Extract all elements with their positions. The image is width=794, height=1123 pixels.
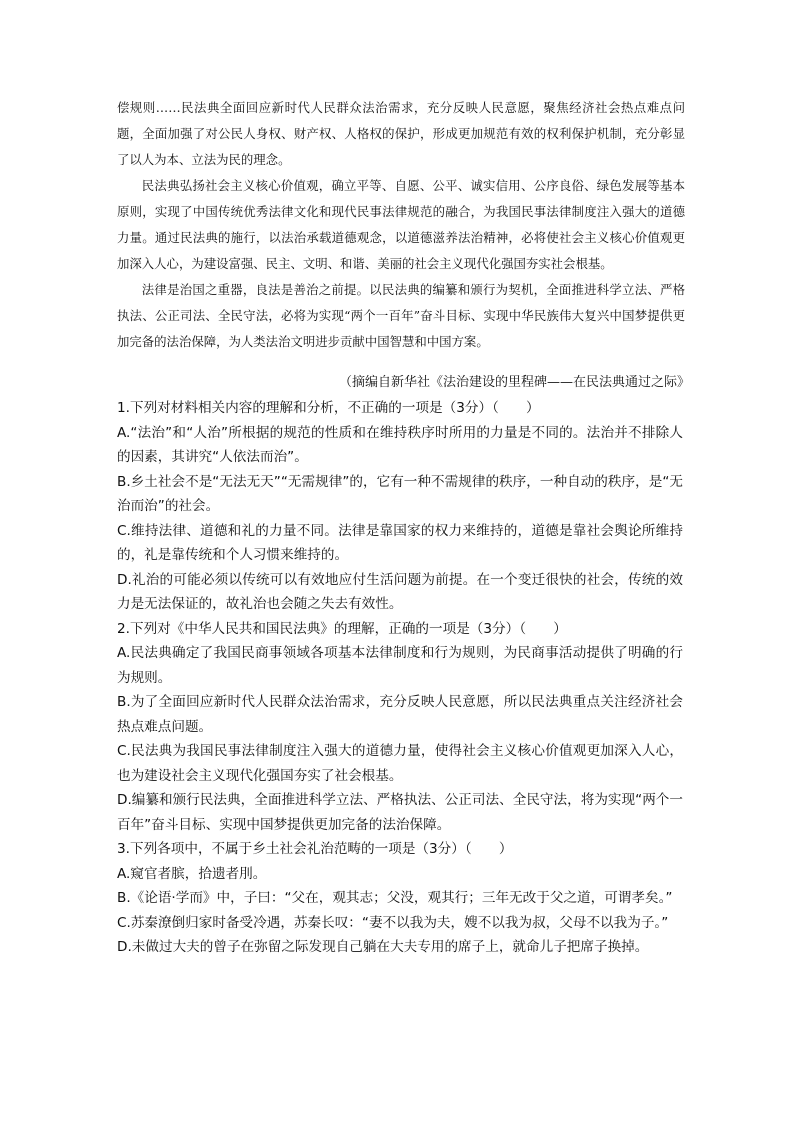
passage-source: （摘编自新华社《法治建设的里程碑——在民法典通过之际》 (338, 375, 690, 390)
option-c: C.民法典为我国民事法律制度注入强大的道德力量，使得社会主义核心价值观更加深入人心，也为建设社会主义现代化强国夯实了社会根基。 (117, 743, 683, 784)
option-c: C.苏秦潦倒归家时备受冷遇，苏秦长叹：“妻不以我为夫，嫂不以我为叔，父母不以我为子。” (117, 914, 669, 931)
option-a: A.“法治”和“人治”所根据的规范的性质和在维持秩序时所用的力量是不同的。法治并不排除人的因素，其讲究“人依法而治”。 (117, 424, 683, 465)
question-stem: 3.下列各项中，不属于乡土社会礼治范畴的一项是（3分）（ ） (117, 841, 513, 857)
question-1 (117, 396, 683, 617)
option-d: D.未做过大夫的曾子在弥留之际发现自己躺在大夫专用的席子上，就命儿子把席子换掉。 (117, 939, 649, 955)
reading-passage (117, 95, 685, 355)
option-a: A.民法典确定了我国民商事领域各项基本法律制度和行为规则，为民商事活动提供了明确的行为规则。 (117, 645, 683, 686)
option-a: A.窥官者膑，拾遗者刖。 (117, 865, 267, 882)
question-stem: 2.下列对《中华人民共和国民法典》的理解，正确的一项是（3分）（ ） (117, 620, 567, 637)
passage-paragraph-1: 偿规则……民法典全面回应新时代人民群众法治需求，充分反映人民意愿，聚焦经济社会热点难点问题，全面加强了对公民人身权、财产权、人格权的保护，形成更加规范有效的权利保护机制，充分彰显了以人为本、立法为民的理念。 (117, 100, 685, 167)
question-stem: 1.下列对材料相关内容的理解和分析，不正确的一项是（3分）（ ） (117, 400, 540, 416)
passage-paragraph-3: 法律是治国之重器，良法是善治之前提。以民法典的编纂和颁行为契机，全面推进科学立法、严格执法、公正司法、全民守法，必将为实现“两个一百年”奋斗目标、实现中华民族伟大复兴中国梦提供更加完备的法治保障，为人类法治文明进步贡献中国智慧和中国方案。 (117, 282, 685, 349)
question-2 (117, 617, 683, 838)
option-d: D.编纂和颁行民法典，全面推进科学立法、严格执法、公正司法、全民守法，将为实现“两个一百年”奋斗目标、实现中国梦提供更加完备的法治保障。 (117, 792, 683, 833)
question-3 (117, 837, 683, 960)
option-c: C.维持法律、道德和礼的力量不同。法律是靠国家的权力来维持的，道德是靠社会舆论所维持的，礼是靠传统和个人习惯来维持的。 (117, 522, 683, 563)
option-b: B.《论语·学而》中，子曰：“父在，观其志；父没，观其行；三年无改于父之道，可谓孝矣。” (117, 890, 673, 906)
passage-paragraph-2: 民法典弘扬社会主义核心价值观，确立平等、自愿、公平、诚实信用、公序良俗、绿色发展等基本原则，实现了中国传统优秀法律文化和现代民事法律规范的融合，为我国民事法律制度注入强大的道德力量。通过民法典的施行，以法治承载道德观念，以道德滋养法治精神，必将使社会主义核心价值观更加深入人心，为建设富强、民主、文明、和谐、美丽的社会主义现代化强国夯实社会根基。 (117, 178, 685, 271)
option-b: B.为了全面回应新时代人民群众法治需求，充分反映人民意愿，所以民法典重点关注经济社会热点难点问题。 (117, 694, 683, 735)
option-d: D.礼治的可能必须以传统可以有效地应付生活问题为前提。在一个变迁很快的社会，传统的效力是无法保证的，故礼治也会随之失去有效性。 (117, 571, 683, 612)
question-list (117, 396, 683, 960)
option-b: B.乡土社会不是“无法无天”“无需规律”的，它有一种不需规律的秩序，一种自动的秩序，是“无治而治”的社会。 (117, 473, 683, 514)
